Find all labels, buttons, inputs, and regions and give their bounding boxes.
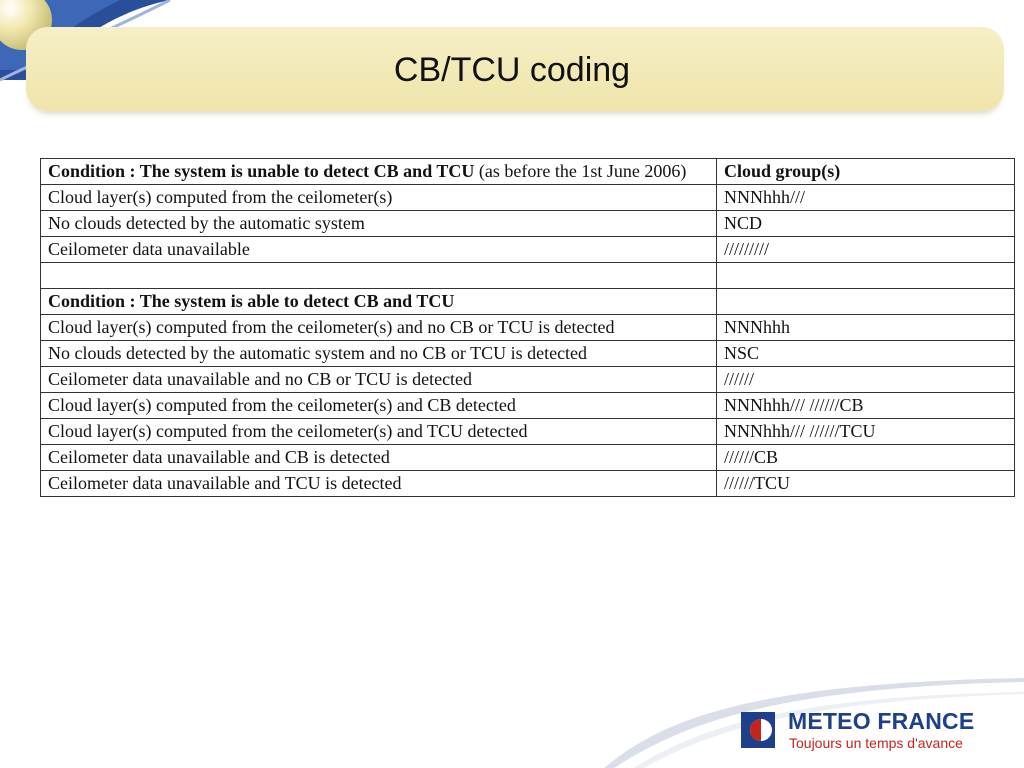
condition-cell: Cloud layer(s) computed from the ceilometer(s) and TCU detected — [41, 419, 717, 445]
condition-cell: Cloud layer(s) computed from the ceilometer(s) — [41, 185, 717, 211]
cloud-group-cell: NNNhhh — [717, 315, 1015, 341]
table-row — [41, 159, 1015, 185]
cloud-group-cell: NSC — [717, 341, 1015, 367]
condition-cell: No clouds detected by the automatic system — [41, 211, 717, 237]
table-row — [41, 445, 1015, 471]
table-row — [41, 211, 1015, 237]
condition-cell: Ceilometer data unavailable and no CB or TCU is detected — [41, 367, 717, 393]
table-row — [41, 471, 1015, 497]
table-row — [41, 367, 1015, 393]
table-row — [41, 419, 1015, 445]
cb-tcu-coding-table — [40, 158, 1015, 497]
cloud-group-cell: NNNhhh/// //////TCU — [717, 419, 1015, 445]
cloud-group-cell: //////CB — [717, 445, 1015, 471]
cloud-group-cell: //////TCU — [717, 471, 1015, 497]
slide-title: CB/TCU coding — [393, 51, 631, 89]
meteo-france-logo-icon — [741, 712, 775, 748]
cloud-group-cell: ////// — [717, 367, 1015, 393]
empty-cell — [717, 263, 1015, 289]
cloud-group-header: Cloud group(s) — [717, 159, 1015, 185]
logo-name: METEO FRANCE — [788, 708, 975, 734]
table-row — [41, 237, 1015, 263]
section2-condition-header: Condition : The system is able to detect CB and TCU — [41, 289, 717, 315]
empty-cell — [717, 289, 1015, 315]
condition-cell: Cloud layer(s) computed from the ceilometer(s) and CB detected — [41, 393, 717, 419]
condition-cell: Ceilometer data unavailable and CB is detected — [41, 445, 717, 471]
cloud-group-cell: NNNhhh/// — [717, 185, 1015, 211]
empty-cell — [41, 263, 717, 289]
cloud-group-cell: NNNhhh/// //////CB — [717, 393, 1015, 419]
section1-condition-bold: Condition : The system is unable to detect CB and TCU — [48, 161, 475, 181]
cloud-group-cell: NCD — [717, 211, 1015, 237]
condition-cell: No clouds detected by the automatic system and no CB or TCU is detected — [41, 341, 717, 367]
table-row — [41, 289, 1015, 315]
table-row — [41, 393, 1015, 419]
section1-condition-note: (as before the 1st June 2006) — [474, 161, 687, 181]
condition-cell: Cloud layer(s) computed from the ceilometer(s) and no CB or TCU is detected — [41, 315, 717, 341]
table-row — [41, 341, 1015, 367]
condition-cell: Ceilometer data unavailable — [41, 237, 717, 263]
section1-condition-header — [41, 159, 717, 185]
condition-cell: Ceilometer data unavailable and TCU is detected — [41, 471, 717, 497]
table-row — [41, 185, 1015, 211]
table-row — [41, 315, 1015, 341]
logo-tagline: Toujours un temps d'avance — [789, 735, 963, 751]
blank-separator-row — [41, 263, 1015, 289]
cloud-group-cell: ///////// — [717, 237, 1015, 263]
